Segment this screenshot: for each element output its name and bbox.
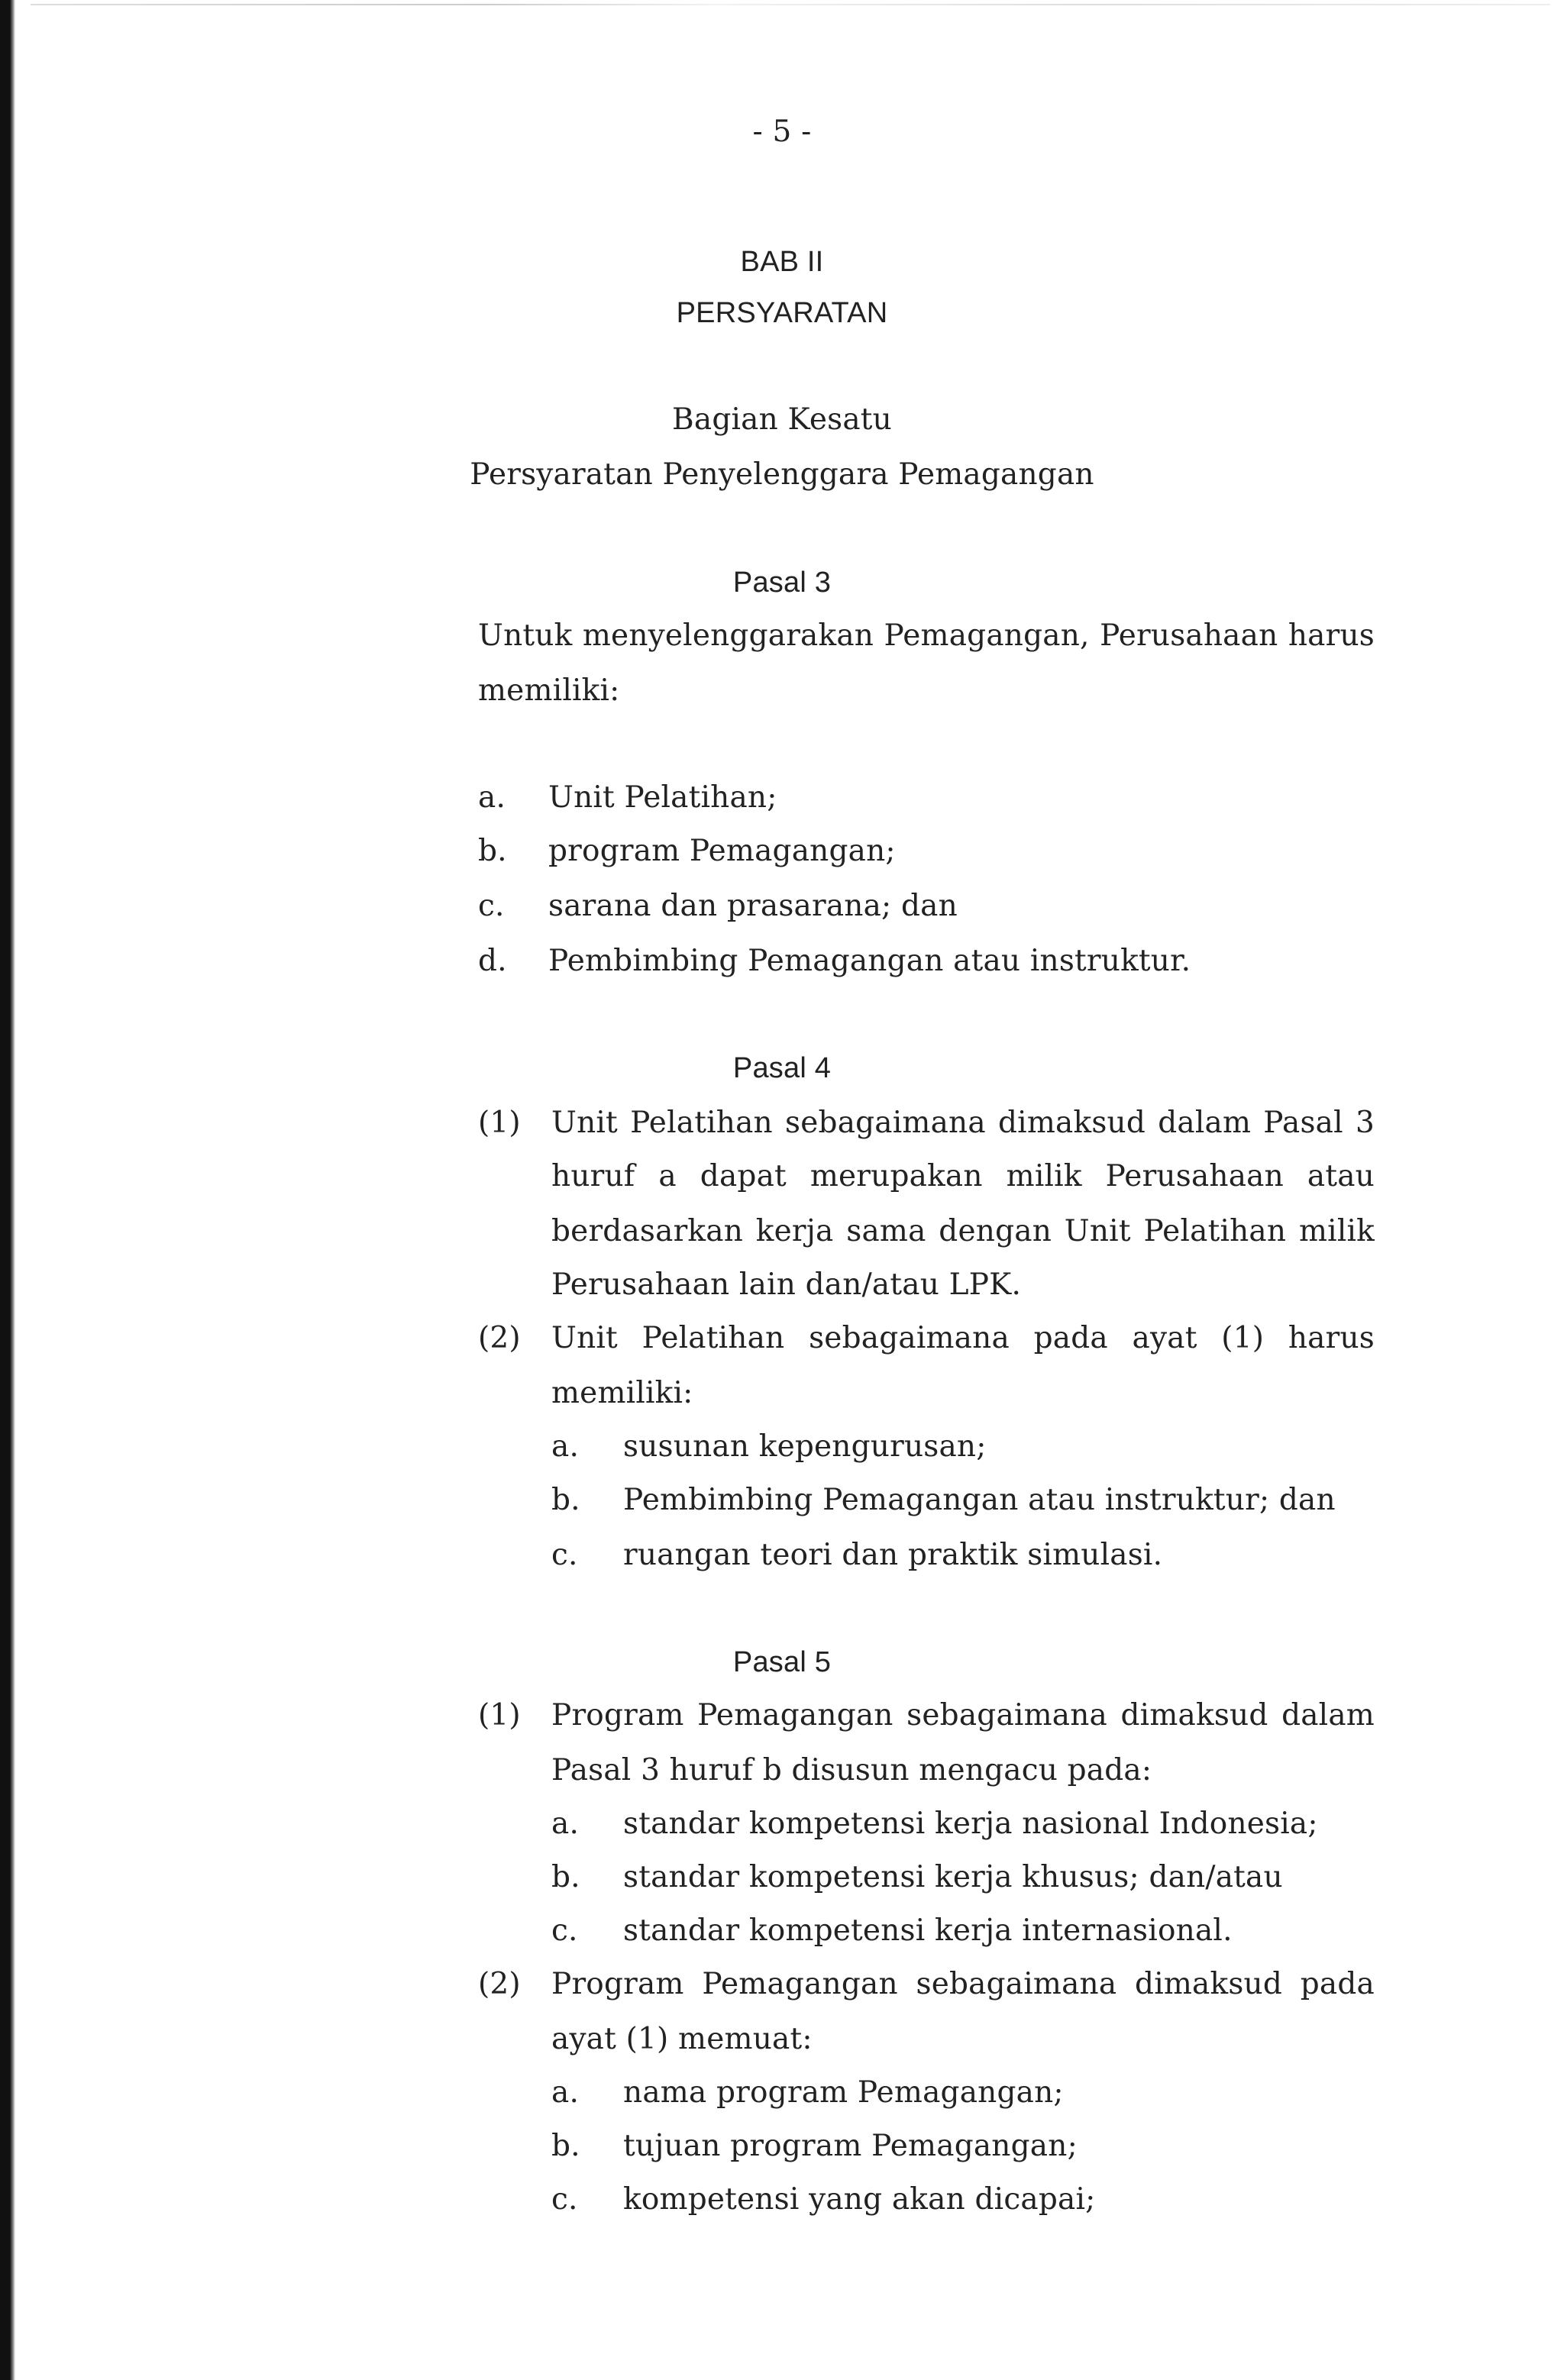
- pasal5-ayat1-item-b-marker: b.: [551, 1860, 580, 1894]
- pasal3-item-d-text: Pembimbing Pemagangan atau instruktur.: [548, 944, 1191, 978]
- pasal4-ayat2-item-b-text: Pembimbing Pemagangan atau instruktur; dan: [623, 1483, 1336, 1517]
- pasal5-ayat2-item-a-text: nama program Pemagangan;: [623, 2075, 1064, 2110]
- pasal5-ayat2-item-b-marker: b.: [551, 2129, 580, 2163]
- pasal5-ayat2-line2: ayat (1) memuat:: [551, 2022, 813, 2056]
- pasal5-ayat2-item-c-marker: c.: [551, 2182, 578, 2217]
- pasal5-ayat2-item-b-text: tujuan program Pemagangan;: [623, 2129, 1078, 2163]
- pasal5-ayat1-item-a-text: standar kompetensi kerja nasional Indonesia;: [623, 1807, 1318, 1841]
- pasal3-item-c-text: sarana dan prasarana; dan: [548, 889, 958, 923]
- pasal4-ayat1-line3: berdasarkan kerja sama dengan Unit Pelatihan milik: [551, 1214, 1375, 1248]
- pasal3-item-d-marker: d.: [478, 944, 507, 978]
- pasal3-item-a-text: Unit Pelatihan;: [548, 780, 777, 815]
- pasal5-ayat1-item-c-marker: c.: [551, 1913, 578, 1948]
- pasal5-ayat2-item-a-marker: a.: [551, 2075, 580, 2110]
- pasal4-ayat2-item-c-marker: c.: [551, 1538, 578, 1572]
- pasal3-item-a-marker: a.: [478, 780, 506, 815]
- pasal3-title: Pasal 3: [732, 567, 832, 599]
- chapter-number: BAB II: [740, 246, 824, 278]
- page-number: - 5 -: [752, 115, 812, 149]
- pasal5-ayat2-marker: (2): [478, 1967, 521, 2001]
- pasal4-ayat1-line2: huruf a dapat merupakan milik Perusahaan atau: [551, 1159, 1375, 1193]
- pasal4-ayat2-item-a-marker: a.: [551, 1429, 580, 1464]
- pasal3-item-c-marker: c.: [478, 889, 505, 923]
- pasal4-title: Pasal 4: [732, 1052, 832, 1084]
- pasal4-ayat2-item-b-marker: b.: [551, 1483, 580, 1517]
- pasal4-ayat2-item-a-text: susunan kepengurusan;: [623, 1429, 987, 1464]
- scan-edge-shadow: [0, 0, 15, 2380]
- pasal4-ayat1-marker: (1): [478, 1106, 521, 1140]
- pasal4-ayat2-line2: memiliki:: [551, 1376, 693, 1410]
- pasal3-item-b-marker: b.: [478, 834, 507, 868]
- pasal5-ayat1-item-a-marker: a.: [551, 1807, 580, 1841]
- pasal4-ayat1-line1: Unit Pelatihan sebagaimana dimaksud dalam Pasal 3: [551, 1106, 1375, 1140]
- pasal5-ayat2-item-c-text: kompetensi yang akan dicapai;: [623, 2182, 1096, 2217]
- pasal5-ayat1-marker: (1): [478, 1698, 521, 1733]
- scan-top-border: [31, 4, 1550, 5]
- pasal5-ayat1-item-c-text: standar kompetensi kerja internasional.: [623, 1913, 1233, 1948]
- pasal3-item-b-text: program Pemagangan;: [548, 834, 896, 868]
- pasal4-ayat1-line4: Perusahaan lain dan/atau LPK.: [551, 1268, 1022, 1302]
- pasal4-ayat2-item-c-text: ruangan teori dan praktik simulasi.: [623, 1538, 1163, 1572]
- pasal3-intro-line1: Untuk menyelenggarakan Pemagangan, Perusahaan harus: [478, 618, 1375, 653]
- pasal4-ayat2-marker: (2): [478, 1321, 521, 1355]
- chapter-title: PERSYARATAN: [676, 297, 888, 329]
- pasal4-ayat2-line1: Unit Pelatihan sebagaimana pada ayat (1) harus: [551, 1321, 1375, 1355]
- pasal5-title: Pasal 5: [732, 1646, 832, 1678]
- pasal3-intro-line2: memiliki:: [478, 673, 620, 708]
- pasal5-ayat1-item-b-text: standar kompetensi kerja khusus; dan/atau: [623, 1860, 1283, 1894]
- pasal5-ayat2-line1: Program Pemagangan sebagaimana dimaksud pada: [551, 1967, 1375, 2001]
- part-title: Persyaratan Penyelenggara Pemagangan: [470, 457, 1094, 492]
- part-number: Bagian Kesatu: [672, 402, 892, 437]
- pasal5-ayat1-line2: Pasal 3 huruf b disusun mengacu pada:: [551, 1753, 1152, 1787]
- pasal5-ayat1-line1: Program Pemagangan sebagaimana dimaksud dalam: [551, 1698, 1375, 1733]
